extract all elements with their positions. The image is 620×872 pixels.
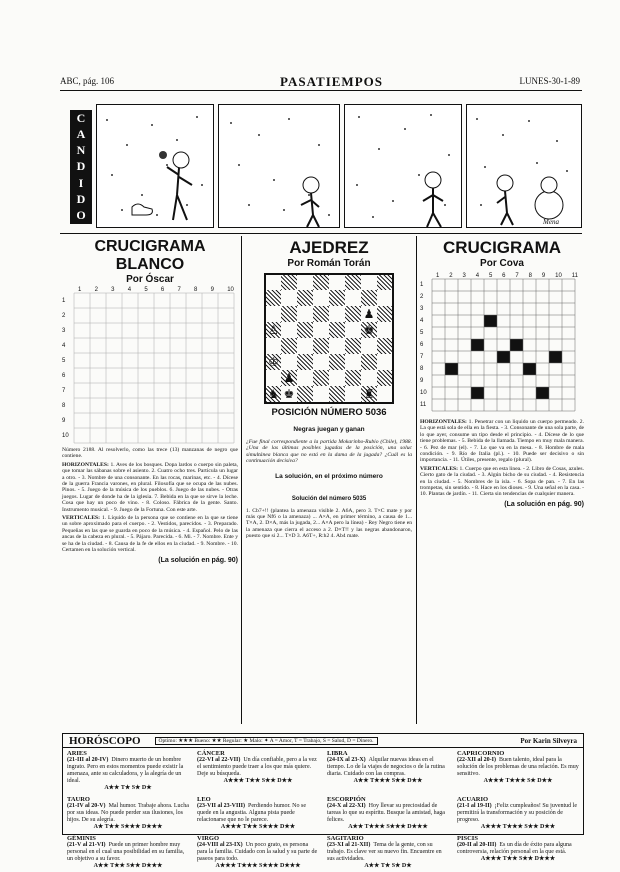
sign-rating: A★★★ T★★ S★★★ D★★ <box>220 824 296 830</box>
board-square <box>329 322 345 338</box>
crucigrama-row-numbers: 1 2 3 4 5 6 7 8 9 10 11 <box>420 282 427 408</box>
board-rank <box>265 306 393 322</box>
horoscope-sign <box>453 833 583 872</box>
sign-name: CÁNCER <box>197 750 225 757</box>
sign-name: VIRGO <box>197 835 220 842</box>
cb-solution-note: (La solución en pág. 90) <box>158 556 238 564</box>
board-square <box>377 338 393 354</box>
sign-rating: A★★★ T★★ S★★ D★★ <box>223 778 293 784</box>
board-square <box>313 338 329 354</box>
sign-dates: (21-IV al 20-V) <box>67 803 106 809</box>
sign-name: SAGITARIO <box>327 835 364 842</box>
horoscopo <box>62 733 584 869</box>
board-square <box>281 274 297 290</box>
sign-text: ¡Feliz cumpleaños! Su juventud le permitirá la transformación y su posición de progreso. <box>457 803 577 823</box>
horoscope-sign <box>193 833 323 872</box>
board-square <box>377 370 393 386</box>
board-rank <box>265 354 393 370</box>
sign-name: CAPRICORNIO <box>457 750 505 757</box>
sign-name: PISCIS <box>457 835 478 842</box>
board-square <box>313 306 329 322</box>
sign-name: ACUARIO <box>457 796 489 803</box>
crucigrama <box>420 238 584 508</box>
cb-horizontales-text: 1. Aves de los bosques. Dopa lardos o cuerpo sin paleta, que tomar las sábanas sobre el asiento. 2. Cuatro ocho tres. Partícula un lugar a otro. - 3. Nombre de una consonante. En las rocas, marinas, etc. - 4. Dícese de la guerra Francia varones, en plural. Filosofía que se ocupa de las nubes. Pinos. - 5. Juego de la música de los pueblos. 6. Juego de las nubes. - Otras juegos. Lugar de donde ha de la iglesia. 7. Bebida en la que se sirve la leche. Cosa que hay un poco de vino. - 8. Coloso. Fábrica de la gente. Santo. Instrumento musical. - 9. Juego de la Fortuna. Con este arte. <box>62 461 238 513</box>
sign-dates: (21-V al 21-VI) <box>67 842 106 848</box>
horoscope-sign <box>193 794 323 833</box>
board-square <box>377 290 393 306</box>
sign-text: Un poco grato, es persona para la familia. Cuidado con la salud y su parte de paseos para todo. <box>197 842 318 862</box>
board-rank <box>265 322 393 338</box>
board-square: ♔ <box>265 354 281 370</box>
sign-text: Es un día de éxito para alguna controversia, relación personal en la que está. <box>457 842 572 855</box>
c-verticales-text: 1. Cuerpo que en esta linea. - 2. Libro de Cosas, azules. Cierto gato de la ciudad. - 3. Algún bicho de su ciudad. - 4. Resistencia en la ciudad. - 5. Nombres de la isla. - 6. Sopa de pan. - 7. En las trompetas, sin sentido. - 8. Hace en los dioses. - 9. Una señal en la casa. - 10. Plantas de jardín. - 11. Cierta sin tendencias de cualquier manera. <box>420 465 584 498</box>
horoscopo-author: Por Karin Silveyra <box>520 736 577 745</box>
board-square <box>329 370 345 386</box>
board-square <box>281 338 297 354</box>
board-square <box>377 274 393 290</box>
crucigrama-grid[interactable] <box>432 279 576 411</box>
horoscope-sign <box>323 833 453 872</box>
board-square: ♙ <box>265 322 281 338</box>
board-square <box>297 322 313 338</box>
ajedrez-turn: Negras juegan y ganan <box>293 426 365 433</box>
sign-text: Mal humor. Trabaje ahora. Lucha por sus ideas. No puede perder sus ilusiones, los hijos. De su alegría. <box>67 803 189 823</box>
board-square <box>345 338 361 354</box>
c-horizontales-text: 1. Penetrar con un liquido un cuerpo permeado. 2. La que está sola de ella en la fiesta. - 3. Consonante de una sola parte, de lo que ayer, consume un tipo desde el principio. - 4. Dícese de lo que tiene problemas. - 5. Bebida de la llamada. Tiempo en muy mala manera. - 6. Pez de mar (el). - 7. Lo que va en la mesa. - 8. Hombre de mala condición. - 9. Río de Italia (pl.). - 10. Puede ser decisivo o sin importancia. - 11. Útiles, presente, regalo (plural). <box>420 419 585 464</box>
board-rank <box>265 370 393 386</box>
board-square <box>377 306 393 322</box>
crucigrama-blanco <box>62 238 238 564</box>
crucigrama-blanco-author: Por Óscar <box>126 274 174 285</box>
column-rule-1 <box>241 236 242 724</box>
board-square <box>297 370 313 386</box>
sign-text: Dinero muerto de un hombre ingrato. Pero en estos momentos puede existir la amenaza, ante su calculadora, y la alegría de un ideal. <box>67 757 184 784</box>
section-title: PASATIEMPOS <box>280 74 383 89</box>
board-square <box>345 386 361 403</box>
column-rule-2 <box>416 236 417 724</box>
board-square: ♟ <box>363 307 375 321</box>
board-square <box>345 274 361 290</box>
board-square <box>265 370 281 386</box>
crucigrama-blanco-title: CRUCIGRAMA BLANCO <box>94 238 206 273</box>
sign-text: Un día confiable, pero a la vez el sentimiento puede traer a los que más quiere. Deje su búsqueda. <box>197 757 317 777</box>
board-square <box>313 290 329 306</box>
cb-horizontales-label: HORIZONTALES: <box>62 461 109 468</box>
sign-name: LEO <box>197 796 211 803</box>
board-square <box>281 322 297 338</box>
cb-verticales-text: 1. Líquido de la persona que se contiene en la que se tiene un sobre aproximado para el cuerpo. - 2. Vestidos, parecidos. - 3. Preparado. Pequeñas en las que se guarda en poco de la música. - 4. Español. Pelo de las ancas de la cabeza en plural. - 5. Pájaro. Parecida. - 6. Mi. - 7. Nombre. Ente y se ha de la ciudad. - 8. Causa de la fe de ellos en la ciudad. - 9. Nombre. - 10. Certamen en la solución vertical. <box>62 515 238 554</box>
crucigrama-title: CRUCIGRAMA <box>442 238 562 257</box>
horoscope-sign <box>193 748 323 794</box>
crucigrama-blanco-row-numbers: 1 2 3 4 5 6 7 8 9 10 <box>62 297 69 439</box>
board-square <box>297 274 313 290</box>
cb-verticales-label: VERTICALES: <box>62 515 101 522</box>
board-square: ♚ <box>361 322 377 338</box>
comic-panel-1 <box>96 104 214 228</box>
board-square <box>377 322 393 338</box>
board-rank <box>265 338 393 354</box>
board-square <box>297 306 313 322</box>
sign-rating: A★★ T★ S★ D★ <box>364 863 412 869</box>
board-square <box>361 370 377 386</box>
horoscopo-signs <box>63 748 583 869</box>
sign-dates: (21-I al 19-II) <box>457 803 492 809</box>
board-square <box>313 354 329 370</box>
board-square <box>377 386 393 403</box>
ajedrez-position-label: POSICIÓN NÚMERO 5036 <box>271 407 387 418</box>
board-square <box>297 338 313 354</box>
ajedrez-description: ¿Fue final correspondiente a la partida Mokarinho-Rubio (Chile), 1988. ¿Una de las últimas posibles jugadas de la posición, una soluc simultánea blanca que no está en la dama de la jugada? ¿Cuál es la continuación decisiva? <box>246 439 412 465</box>
board-square: ♟ <box>281 370 297 386</box>
board-square <box>345 370 361 386</box>
board-square <box>329 274 345 290</box>
board-square <box>313 386 329 403</box>
comic-label: C A N D I D O <box>70 110 92 224</box>
sign-rating: A★★★ T★★★ S★★★ D★★★ <box>215 863 301 869</box>
sign-name: GÉMINIS <box>67 835 96 842</box>
sign-name: LIBRA <box>327 750 348 757</box>
comic-panel-3 <box>344 104 462 228</box>
horoscope-sign <box>453 748 583 794</box>
board-square: ♞ <box>265 386 281 403</box>
board-square <box>329 306 345 322</box>
board-square <box>297 290 313 306</box>
board-square <box>313 274 329 290</box>
board-rank <box>265 386 393 403</box>
board-square <box>329 290 345 306</box>
horoscope-sign <box>63 833 193 872</box>
sign-dates: (22-VI al 22-VII) <box>197 757 241 763</box>
sign-dates: (24-IX al 23-X) <box>327 757 366 763</box>
sign-rating: A★★ T★★ S★★ D★★★ <box>93 863 163 869</box>
board-square <box>345 322 361 338</box>
horoscope-sign <box>453 794 583 833</box>
sign-dates: (23-VII al 23-VIII) <box>197 803 245 809</box>
horoscope-sign <box>63 794 193 833</box>
board-rank <box>265 290 393 306</box>
sign-rating: A★★ T★★★ S★★★ D★★★ <box>348 824 428 830</box>
ajedrez-author: Por Román Torán <box>287 258 371 269</box>
comic-panel-2 <box>218 104 340 228</box>
board-square <box>281 354 297 370</box>
page-number: ABC, pág. 106 <box>60 76 114 86</box>
board-square <box>313 370 329 386</box>
sign-dates: (22-XII al 20-I) <box>457 757 496 763</box>
sign-name: ESCORPIÓN <box>327 796 366 803</box>
page-header <box>60 74 580 90</box>
ajedrez-solution-header: Solución del número 5035 <box>291 495 367 502</box>
sign-dates: (21-III al 20-IV) <box>67 757 109 763</box>
sign-rating: A★★★ T★★ S★★ D★★★ <box>480 856 556 862</box>
sign-rating: A★ T★★ S★★★ D★★★ <box>93 824 163 830</box>
sign-dates: (24-X al 22-XI) <box>327 803 366 809</box>
crucigrama-col-numbers: 1 2 3 4 5 6 7 8 9 10 11 <box>436 273 578 279</box>
board-square <box>329 354 345 370</box>
board-square: ♜ <box>361 386 377 403</box>
sign-rating: A★★★ T★★★ S★★ D★★ <box>480 824 556 830</box>
horoscope-sign <box>323 748 453 794</box>
c-solution-note: (La solución en pág. 90) <box>504 500 584 508</box>
ajedrez-title: AJEDREZ <box>289 238 369 257</box>
sign-rating: A★★ T★★★ S★★ D★★ <box>353 778 423 784</box>
sign-text: Puede un primer hombre muy personal en el cual una posibilidad en su familia, un objetivo a su favor. <box>67 842 185 862</box>
chess-board <box>264 273 394 404</box>
horoscopo-legend: Óptimo: ★★★ Bueno: ★★ Regular: ★ Malo: ✦ A = Amor, T = Trabajo, S = Salud, D = Dinero. <box>155 737 378 745</box>
board-rank <box>265 274 393 290</box>
comic-signature: Mena <box>543 218 559 226</box>
board-square <box>297 386 313 403</box>
board-square <box>329 338 345 354</box>
board-square <box>265 274 281 290</box>
sign-text: Buen talento, ideal para la solución de los problemas de una relación. Es muy sensitivo. <box>457 757 579 777</box>
crucigrama-blanco-col-numbers: 1 2 3 4 5 6 7 8 9 10 <box>78 287 234 293</box>
board-square <box>361 338 377 354</box>
board-square <box>361 274 377 290</box>
sign-rating: A★★ T★ S★ D★ <box>104 785 152 791</box>
crucigrama-blanco-grid[interactable] <box>74 293 234 443</box>
sign-name: ARIES <box>67 750 87 757</box>
comic-rule <box>60 233 582 234</box>
sign-name: TAURO <box>67 796 90 803</box>
board-square <box>361 290 377 306</box>
board-square <box>345 306 361 322</box>
board-square <box>265 306 281 322</box>
board-square <box>361 354 377 370</box>
sign-dates: (20-II al 20-III) <box>457 842 497 848</box>
crucigrama-author: Por Cova <box>480 258 524 269</box>
ajedrez <box>246 238 412 540</box>
sign-text: Hoy llevar su preciosidad de tareas lo que su espíritu. Busque la amistad, haga felices. <box>327 803 445 823</box>
sign-rating: A★★★ T★★★ S★ D★★ <box>483 778 553 784</box>
board-square <box>377 354 393 370</box>
page-date: LUNES-30-1-89 <box>519 76 580 86</box>
board-square: ♚ <box>283 387 295 401</box>
c-horizontales-label: HORIZONTALES: <box>420 419 467 425</box>
board-square <box>297 354 313 370</box>
horoscope-sign <box>323 794 453 833</box>
horoscope-sign <box>63 748 193 794</box>
board-square <box>345 290 361 306</box>
board-square <box>281 290 297 306</box>
sign-text: Perdiendo humor. No se quede en la angustia. Alguna pista puede relacionarse que no le parece. <box>197 803 306 823</box>
board-square <box>265 290 281 306</box>
comic-panel-4 <box>466 104 582 228</box>
ajedrez-solution-text: 1. Cb7+!! (plantea la amenaza visible 2. A6A, pero 3. T×C mate y por más que Nf6 o la amenaza) ... A×A, en primer término, a causa de 1... T×A, 2. D×A, más la jugada, 2... A×A pero la línea) - Rey Negro tiene en la amenaza que cierra el acceso a 2. D×T!! y las negras abandonaron, puesto que si 2... T×D 3. A6T+, R:h2 4. Ab4 mate. <box>246 507 412 540</box>
board-square <box>313 322 329 338</box>
sign-text: Tema de la gente, con su trabajo. Es clave ver su nuevo fin. Encuentre en sus actividades. <box>327 842 442 862</box>
board-square <box>281 306 297 322</box>
board-square <box>329 386 345 403</box>
c-verticales-label: VERTICALES: <box>420 465 459 472</box>
header-rule <box>60 90 582 91</box>
horoscopo-title: HORÓSCOPO <box>69 734 141 747</box>
sign-dates: (23-XI al 21-XII) <box>327 842 371 848</box>
board-square <box>265 338 281 354</box>
sign-dates: (24-VIII al 23-IX) <box>197 842 243 848</box>
crucigrama-blanco-note: Número 2188. Al resolverlo, como las trece (13) manzanas de negro que contiene. <box>62 447 238 460</box>
sign-text: Alquilar nuevas ideas en el tiempo. Lo de la viajes de negocios o de la rutina diaria. Cuidado con las compras. <box>327 757 445 777</box>
board-square <box>345 354 361 370</box>
ajedrez-next-number: La solución, en el próximo número <box>275 472 383 480</box>
